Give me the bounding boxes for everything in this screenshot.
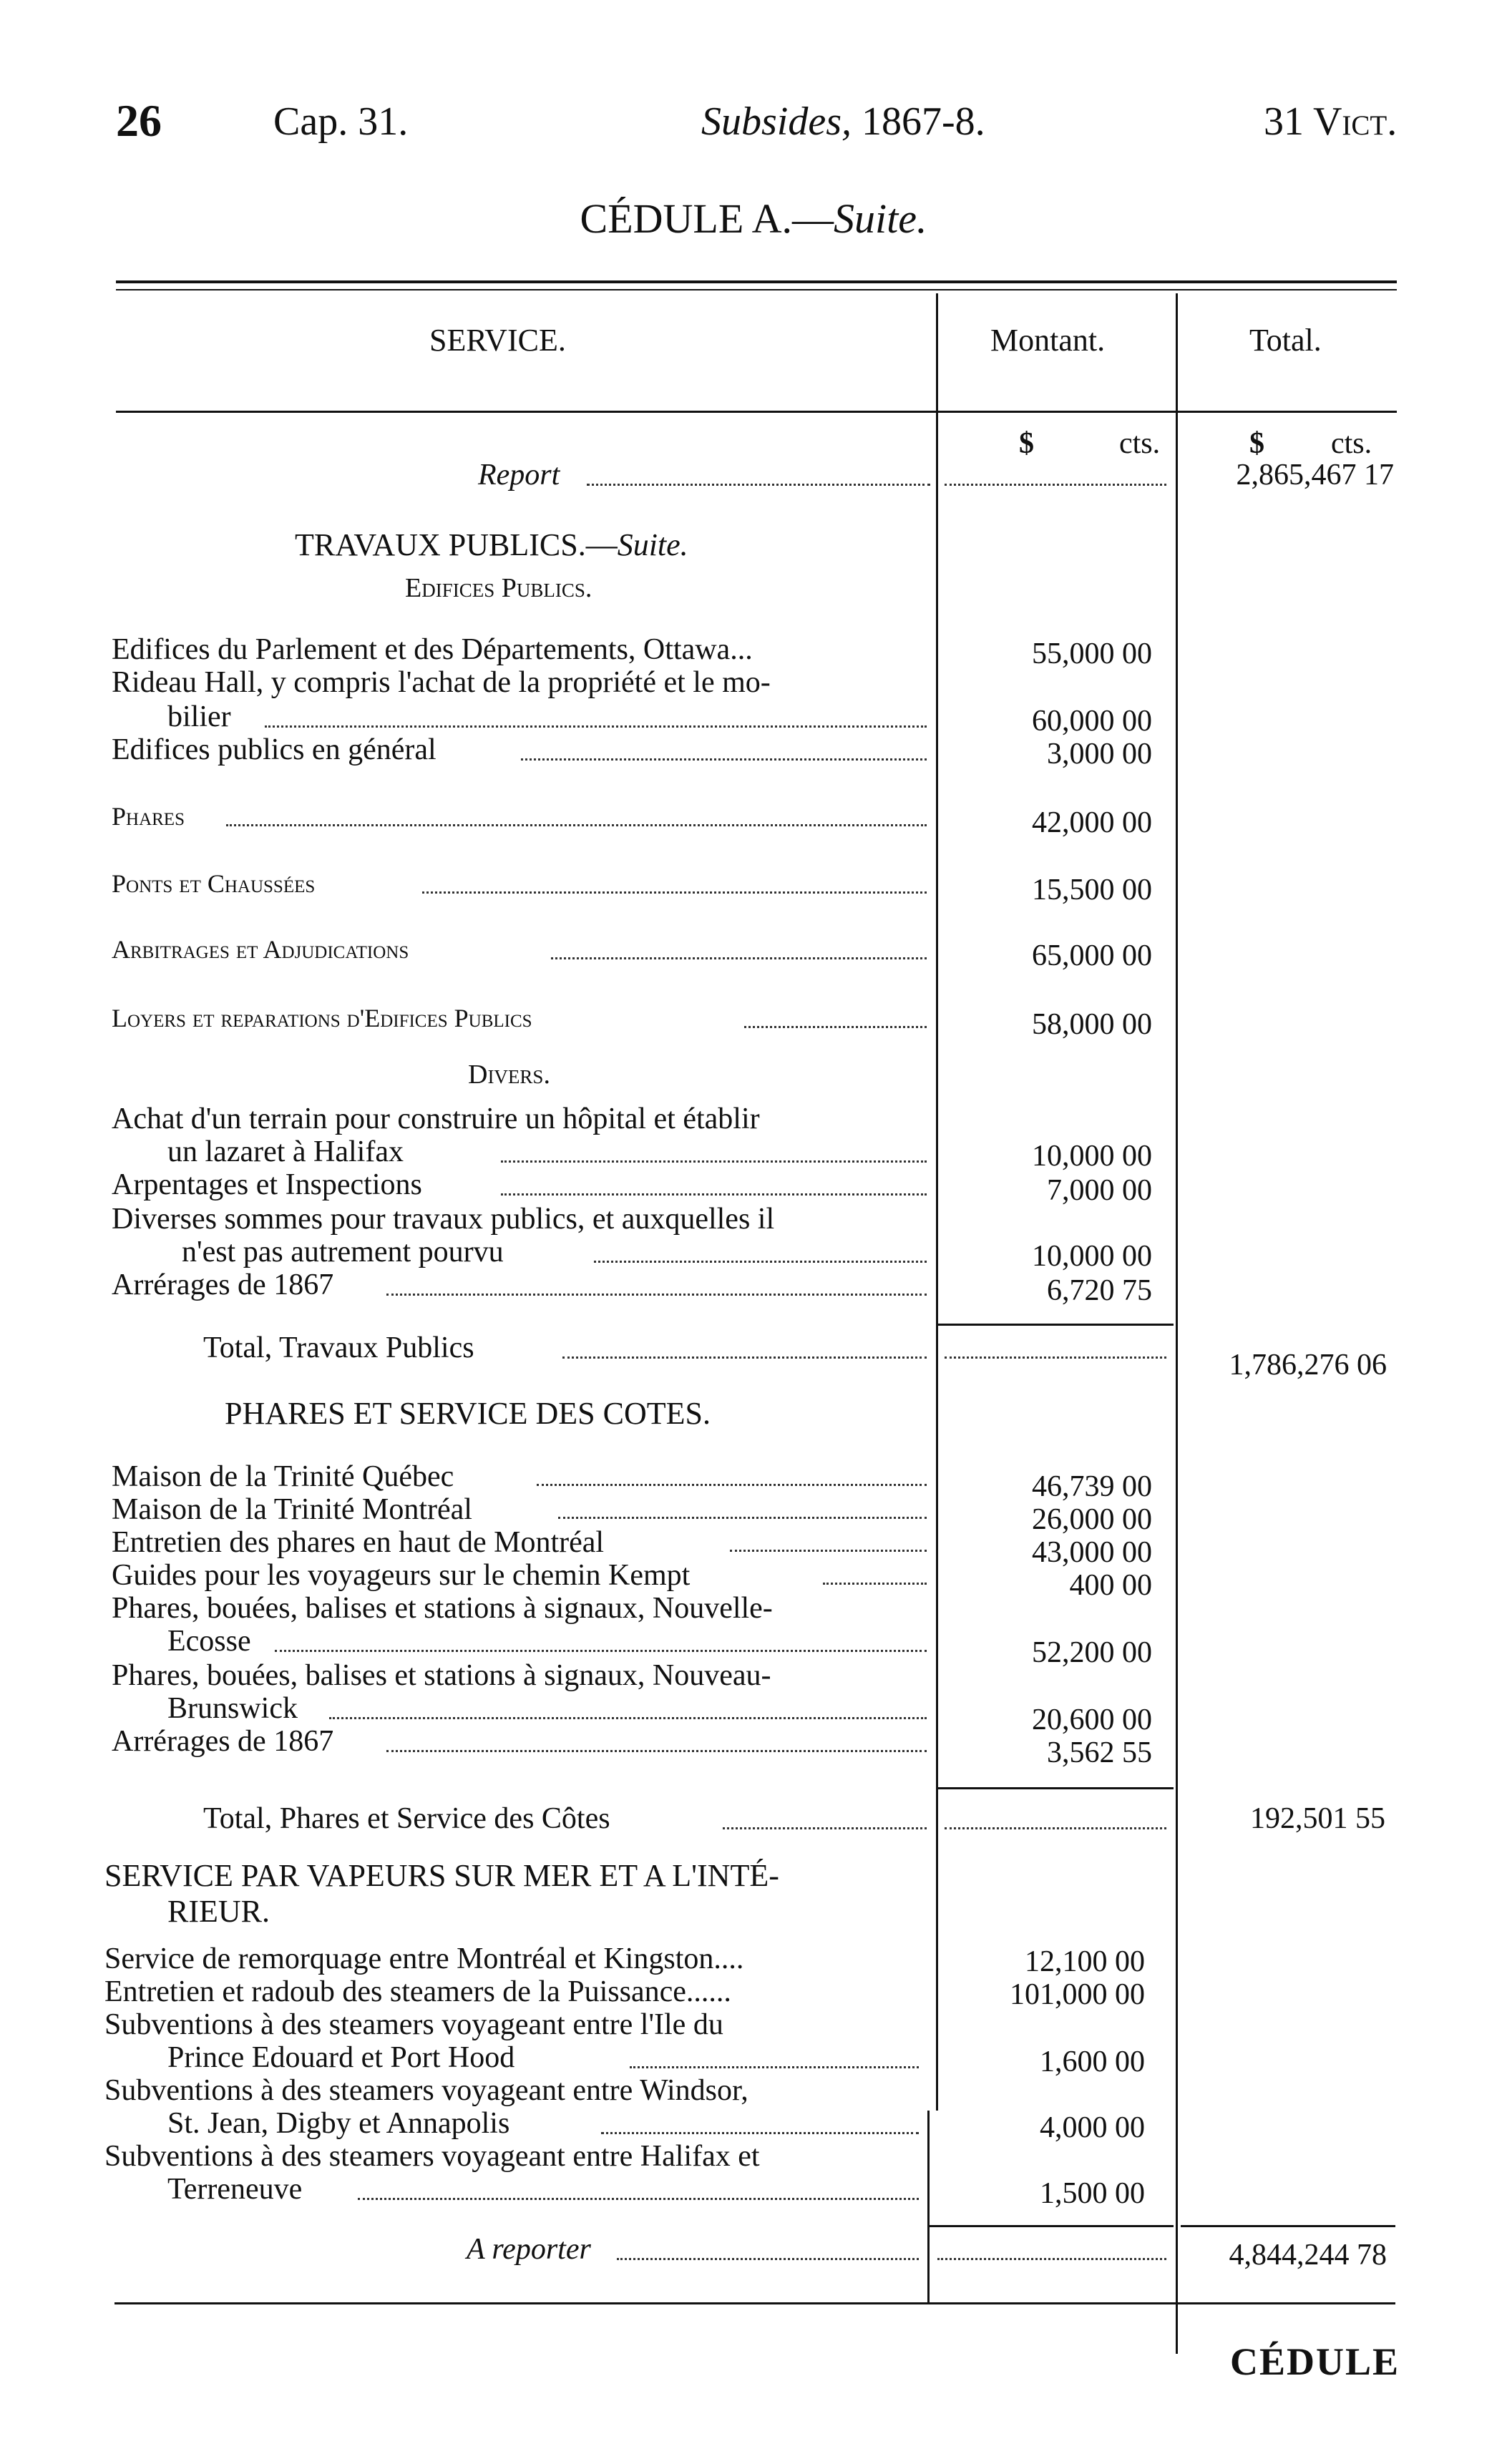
column-header-total: Total.: [1249, 323, 1322, 358]
subtotal-rule: [937, 1787, 1174, 1789]
report-leader: [587, 484, 930, 486]
carry-rule-total: [1181, 2225, 1395, 2227]
leader-dots: [521, 758, 927, 761]
leader-dots: [386, 1294, 927, 1296]
list-item-text: Service de remorquage entre Montréal et Kingston....: [104, 1942, 744, 1975]
column-divider-1: [936, 293, 938, 2111]
chapter-label: Cap. 31.: [273, 99, 409, 144]
subtotal-rule: [937, 1324, 1174, 1326]
list-item-text: Phares, bouées, balises et stations à signaux, Nouvelle-: [112, 1592, 773, 1625]
total-dollar-sign: $: [1249, 427, 1264, 460]
list-item-text: Entretien et radoub des steamers de la Puissance......: [104, 1975, 731, 2008]
list-item-amount: 55,000 00: [1032, 637, 1152, 670]
list-item-amount: 46,739 00: [1032, 1470, 1152, 1503]
list-item-text: bilier: [167, 700, 231, 733]
list-item-amount: 4,000 00: [1040, 2111, 1145, 2144]
list-item-text: Subventions à des steamers voyageant entre Halifax et: [104, 2140, 760, 2173]
divers-subheading: Divers.: [468, 1060, 550, 1090]
column-header-montant: Montant.: [990, 323, 1106, 358]
leader-dots: [422, 891, 927, 894]
list-item-text: Ponts et Chaussées: [112, 869, 316, 898]
leader-dots: [226, 824, 927, 826]
list-item-text: Prince Edouard et Port Hood: [167, 2041, 515, 2074]
list-item-text: Terreneuve: [167, 2173, 303, 2206]
list-item-amount: 10,000 00: [1032, 1140, 1152, 1173]
travaux-heading: [295, 527, 688, 563]
leader-dots: [601, 2132, 919, 2134]
top-rule-thick: [116, 280, 1397, 283]
vapeurs-heading-line2: RIEUR.: [167, 1894, 270, 1929]
list-item-text: Arrérages de 1867: [112, 1268, 334, 1301]
list-item-amount: 3,000 00: [1047, 738, 1152, 771]
page-title: [0, 195, 1507, 243]
report-total: 2,865,467 17: [1236, 459, 1394, 492]
list-item-text: Diverses sommes pour travaux publics, et auxquelles il: [112, 1203, 775, 1236]
list-item-amount: 101,000 00: [1010, 1978, 1145, 2011]
leader-dots: [945, 1356, 1166, 1359]
catchword: CÉDULE: [1229, 2340, 1400, 2383]
title-suffix: Suite.: [833, 195, 927, 242]
list-item-text: Maison de la Trinité Québec: [112, 1460, 454, 1493]
list-item-amount: 15,500 00: [1032, 874, 1152, 906]
leader-dots: [630, 2066, 919, 2068]
phares-heading: PHARES ET SERVICE DES COTES.: [225, 1396, 711, 1431]
list-item-amount: 42,000 00: [1032, 806, 1152, 839]
list-item-text: Subventions à des steamers voyageant entre Windsor,: [104, 2074, 748, 2107]
list-item-text: Ecosse: [167, 1625, 251, 1658]
montant-dollar-sign: $: [1019, 427, 1034, 460]
list-item-text: Arpentages et Inspections: [112, 1168, 422, 1201]
column-divider-1-lower: [927, 2111, 930, 2304]
total-phares-value: 192,501 55: [1250, 1802, 1385, 1835]
running-subject: Subsides,: [701, 99, 852, 144]
regnal-year: 31 Vict.: [1264, 99, 1398, 144]
list-item-text: Brunswick: [167, 1692, 298, 1725]
leader-dots: [275, 1650, 927, 1652]
list-item-amount: 52,200 00: [1032, 1636, 1152, 1669]
list-item-text: Guides pour les voyageurs sur le chemin Kempt: [112, 1559, 691, 1592]
list-item-amount: 60,000 00: [1032, 705, 1152, 738]
list-item-amount: 3,562 55: [1047, 1736, 1152, 1769]
column-header-service: SERVICE.: [429, 323, 566, 358]
list-item-amount: 6,720 75: [1047, 1274, 1152, 1307]
carry-rule-montant: [929, 2225, 1174, 2227]
carry-label: A reporter: [467, 2233, 591, 2266]
list-item-amount: 26,000 00: [1032, 1503, 1152, 1536]
leader-dots: [723, 1827, 927, 1829]
travaux-heading-text: TRAVAUX PUBLICS.—: [295, 527, 618, 562]
list-item-text: Subventions à des steamers voyageant entre l'Ile du: [104, 2008, 723, 2041]
list-item-amount: 10,000 00: [1032, 1240, 1152, 1273]
list-item-text: un lazaret à Halifax: [167, 1135, 404, 1168]
column-divider-2: [1176, 293, 1178, 2354]
leader-dots: [537, 1484, 927, 1486]
leader-dots: [937, 2258, 1166, 2260]
carry-total: 4,844,244 78: [1229, 2239, 1387, 2272]
bottom-rule: [114, 2302, 1395, 2304]
montant-cents-label: cts.: [1119, 427, 1161, 460]
top-rule-thin: [116, 289, 1397, 290]
title-main: CÉDULE A.—: [580, 195, 834, 242]
total-phares-label: Total, Phares et Service des Côtes: [203, 1802, 610, 1835]
leader-dots: [265, 725, 927, 728]
total-cents-label: cts.: [1331, 427, 1372, 460]
total-travaux-label: Total, Travaux Publics: [203, 1331, 474, 1364]
list-item-amount: 400 00: [1069, 1569, 1152, 1602]
header-rule: [116, 411, 1397, 413]
total-travaux-value: 1,786,276 06: [1229, 1349, 1387, 1382]
list-item-text: Phares: [112, 802, 185, 831]
list-item-text: n'est pas autrement pourvu: [182, 1236, 504, 1268]
list-item-text: Loyers et reparations d'Edifices Publics: [112, 1004, 532, 1032]
list-item-text: Maison de la Trinité Montréal: [112, 1493, 472, 1526]
list-item-amount: 1,500 00: [1040, 2177, 1145, 2210]
list-item-text: St. Jean, Digby et Annapolis: [167, 2107, 510, 2140]
running-years: 1867-8.: [862, 99, 985, 144]
leader-dots: [329, 1717, 927, 1719]
list-item-text: Edifices du Parlement et des Départements, Ottawa...: [112, 633, 753, 666]
leader-dots: [501, 1193, 927, 1196]
list-item-text: Rideau Hall, y compris l'achat de la propriété et le mo-: [112, 666, 771, 699]
vapeurs-heading-line1: SERVICE PAR VAPEURS SUR MER ET A L'INTÉ-: [104, 1858, 779, 1893]
leader-dots: [562, 1356, 927, 1359]
list-item-amount: 1,600 00: [1040, 2045, 1145, 2078]
leader-dots: [558, 1517, 927, 1519]
list-item-text: Achat d'un terrain pour construire un hôpital et établir: [112, 1103, 760, 1135]
list-item-amount: 20,600 00: [1032, 1703, 1152, 1736]
list-item-text: Entretien des phares en haut de Montréal: [112, 1526, 605, 1559]
edifices-subheading: Edifices Publics.: [405, 573, 592, 603]
list-item-amount: 12,100 00: [1025, 1945, 1145, 1978]
travaux-heading-suffix: Suite.: [617, 527, 688, 562]
leader-dots: [358, 2198, 919, 2200]
list-item-amount: 58,000 00: [1032, 1008, 1152, 1041]
list-item-text: Arrérages de 1867: [112, 1725, 334, 1758]
leader-dots: [594, 1261, 927, 1263]
list-item-text: Arbitrages et Adjudications: [112, 935, 409, 964]
list-item-amount: 65,000 00: [1032, 939, 1152, 972]
list-item-text: Edifices publics en général: [112, 733, 437, 766]
list-item-amount: 43,000 00: [1032, 1536, 1152, 1569]
leader-dots: [823, 1583, 927, 1585]
leader-dots: [386, 1750, 927, 1752]
report-montant-leader: [945, 484, 1166, 486]
report-label: Report: [478, 459, 560, 492]
leader-dots: [551, 957, 927, 959]
list-item-amount: 7,000 00: [1047, 1174, 1152, 1207]
running-title: [701, 99, 985, 145]
leader-dots: [730, 1550, 927, 1552]
leader-dots: [744, 1026, 927, 1028]
leader-dots: [501, 1160, 927, 1163]
page-number: 26: [116, 95, 162, 146]
leader-dots: [945, 1827, 1166, 1829]
leader-dots: [617, 2258, 919, 2260]
list-item-text: Phares, bouées, balises et stations à signaux, Nouveau-: [112, 1659, 771, 1692]
